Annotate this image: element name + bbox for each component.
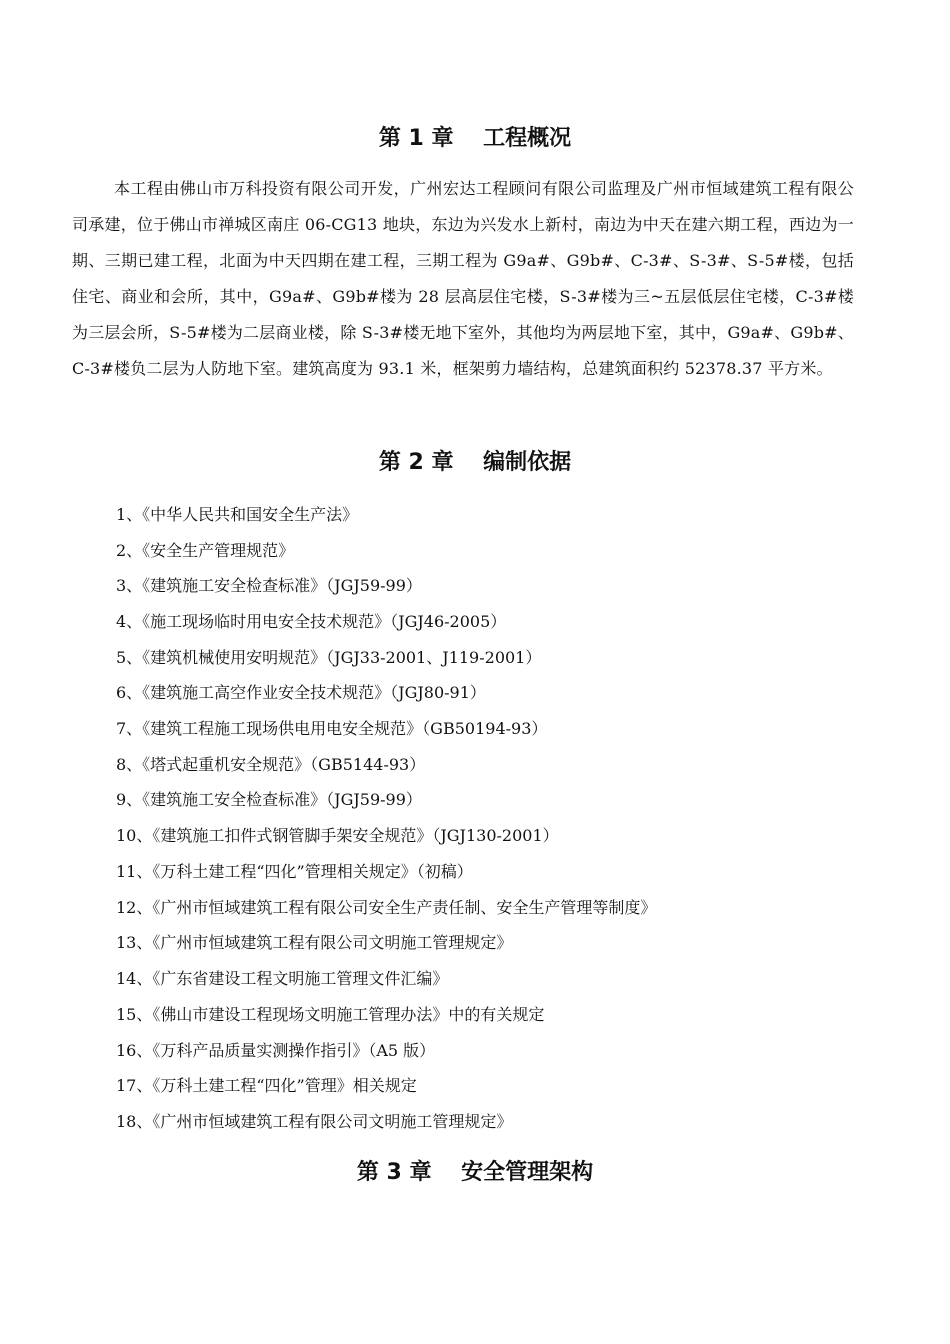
reference-item: 5、《建筑机械使用安明规范》（JGJ33-2001、J119-2001） [116, 648, 542, 667]
chapter-2-title: 第 2 章 编制依据 [378, 450, 572, 475]
reference-item: 7、《建筑工程施工现场供电用电安全规范》（GB50194-93） [116, 719, 548, 738]
chapter-1-title: 第 1 章 工程概况 [378, 126, 572, 151]
reference-item: 14、《广东省建设工程文明施工管理文件汇编》 [116, 969, 449, 988]
reference-item: 16、《万科产品质量实测操作指引》（A5 版） [116, 1041, 436, 1060]
reference-item: 15、《佛山市建设工程现场文明施工管理办法》中的有关规定 [116, 1005, 545, 1024]
reference-item: 13、《广州市恒域建筑工程有限公司文明施工管理规定》 [116, 933, 513, 952]
reference-item: 3、《建筑施工安全检查标准》（JGJ59-99） [116, 576, 422, 595]
reference-item: 17、《万科土建工程“四化”管理》相关规定 [116, 1076, 417, 1095]
reference-item: 2、《安全生产管理规范》 [116, 541, 295, 560]
reference-item: 6、《建筑施工高空作业安全技术规范》（JGJ80-91） [116, 683, 486, 702]
reference-item: 12、《广州市恒域建筑工程有限公司安全生产责任制、安全生产管理等制度》 [116, 898, 657, 917]
reference-item: 10、《建筑施工扣件式钢管脚手架安全规范》（JGJ130-2001） [116, 826, 559, 845]
chapter-1-paragraph: 本工程由佛山市万科投资有限公司开发，广州宏达工程顾问有限公司监理及广州市恒域建筑工程有限公司承建，位于佛山市禅城区南庄 06-CG13 地块，东边为兴发水上新村，南边为中天在建六期工程，西边为一期、三期已建工程，北面为中天四期在建工程，三期工程为 G9a#、G9b#、C-3#、S-3#、S-5#楼，包括住宅、商业和会所，其中，G9a#、G9b#楼为 28 层高层住宅楼，S-3#楼为三~五层低层住宅楼，C-3#楼为三层会所，S-5#楼为二层商业楼，除 S-3#楼无地下室外，其他均为两层地下室，其中，G9a#、G9b#、C-3#楼负二层为人防地下室。建筑高度为 93.1 米，框架剪力墙结构，总建筑面积约 52378.37 平方米。 [72, 179, 854, 378]
reference-item: 4、《施工现场临时用电安全技术规范》（JGJ46-2005） [116, 612, 507, 631]
reference-item: 8、《塔式起重机安全规范》（GB5144-93） [116, 755, 426, 774]
reference-item: 18、《广州市恒域建筑工程有限公司文明施工管理规定》 [116, 1112, 513, 1131]
chapter-3-title: 第 3 章 安全管理架构 [356, 1160, 594, 1185]
reference-item: 1、《中华人民共和国安全生产法》 [116, 505, 359, 524]
reference-item: 11、《万科土建工程“四化”管理相关规定》（初稿） [116, 862, 473, 881]
reference-item: 9、《建筑施工安全检查标准》（JGJ59-99） [116, 790, 422, 809]
